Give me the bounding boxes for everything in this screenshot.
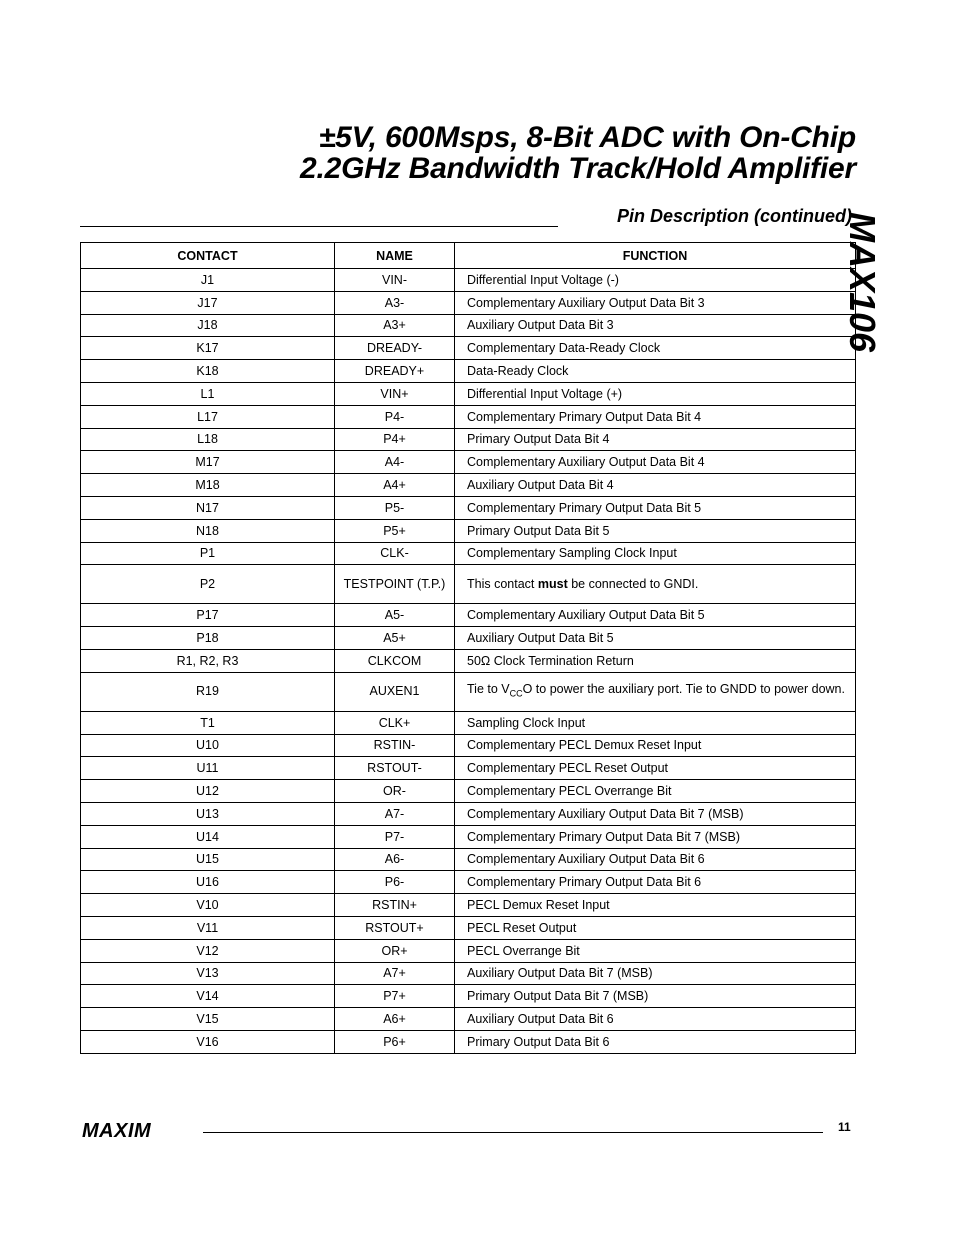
name-cell: P6+: [335, 1030, 455, 1053]
contact-cell: K17: [81, 337, 335, 360]
table-row: [81, 337, 856, 360]
contact-cell: M18: [81, 474, 335, 497]
contact-cell: U13: [81, 802, 335, 825]
maxim-logo: [82, 1120, 192, 1145]
function-cell: Differential Input Voltage (-): [455, 269, 856, 292]
name-cell: A7+: [335, 962, 455, 985]
maxim-logo-text: MAXIM: [82, 1120, 152, 1140]
contact-cell: J18: [81, 314, 335, 337]
contact-cell: N18: [81, 519, 335, 542]
maxim-logo-icon: [82, 1120, 192, 1140]
name-cell: OR-: [335, 780, 455, 803]
table-row: [81, 757, 856, 780]
function-cell: Complementary Primary Output Data Bit 4: [455, 405, 856, 428]
contact-cell: L18: [81, 428, 335, 451]
table-row: [81, 825, 856, 848]
contact-cell: U16: [81, 871, 335, 894]
function-cell: PECL Reset Output: [455, 916, 856, 939]
column-header-name: NAME: [335, 243, 455, 269]
name-cell: P4+: [335, 428, 455, 451]
contact-cell: K18: [81, 360, 335, 383]
table-row: [81, 802, 856, 825]
page-number: 11: [838, 1120, 851, 1134]
title-line-1: ±5V, 600Msps, 8-Bit ADC with On-Chip: [318, 121, 856, 154]
column-header-function: FUNCTION: [455, 243, 856, 269]
contact-cell: V13: [81, 962, 335, 985]
name-cell: A4+: [335, 474, 455, 497]
table-row: [81, 269, 856, 292]
table-row: [81, 382, 856, 405]
title-line-2: 2.2GHz Bandwidth Track/Hold Amplifier: [299, 152, 856, 185]
table-row: [81, 604, 856, 627]
function-cell: Complementary Data-Ready Clock: [455, 337, 856, 360]
section-rule: [80, 226, 558, 227]
function-cell: Complementary Sampling Clock Input: [455, 542, 856, 565]
table-row: [81, 916, 856, 939]
name-cell: TESTPOINT (T.P.): [335, 565, 455, 604]
contact-cell: L17: [81, 405, 335, 428]
table-row: [81, 894, 856, 917]
name-cell: VIN-: [335, 269, 455, 292]
function-cell: Tie to $V_{CC}O$ to power the auxiliary port. Tie to GNDD to power down.: [455, 672, 856, 711]
function-cell: Complementary PECL Demux Reset Input: [455, 734, 856, 757]
function-cell: Complementary Primary Output Data Bit 6: [455, 871, 856, 894]
name-cell: CLK+: [335, 711, 455, 734]
column-header-contact: CONTACT: [81, 243, 335, 269]
function-cell: Auxiliary Output Data Bit 5: [455, 627, 856, 650]
table-row: [81, 405, 856, 428]
name-cell: RSTIN-: [335, 734, 455, 757]
table-row: [81, 451, 856, 474]
name-cell: A6+: [335, 1008, 455, 1031]
name-cell: A4-: [335, 451, 455, 474]
function-cell: Complementary PECL Overrange Bit: [455, 780, 856, 803]
contact-cell: P2: [81, 565, 335, 604]
contact-cell: V15: [81, 1008, 335, 1031]
function-cell: Auxiliary Output Data Bit 4: [455, 474, 856, 497]
table-row: [81, 939, 856, 962]
contact-cell: U10: [81, 734, 335, 757]
table-row: [81, 985, 856, 1008]
contact-cell: J17: [81, 291, 335, 314]
table-row: [81, 474, 856, 497]
contact-cell: V14: [81, 985, 335, 1008]
name-cell: DREADY+: [335, 360, 455, 383]
name-cell: P5+: [335, 519, 455, 542]
contact-cell: P1: [81, 542, 335, 565]
pin-description-table: [80, 242, 856, 1054]
function-cell: This contact must be connected to GNDI.: [455, 565, 856, 604]
name-cell: CLKCOM: [335, 649, 455, 672]
contact-cell: U14: [81, 825, 335, 848]
part-number-side-label: MAX106: [842, 212, 883, 353]
name-cell: A3-: [335, 291, 455, 314]
function-cell: PECL Demux Reset Input: [455, 894, 856, 917]
table-row: [81, 871, 856, 894]
function-cell: PECL Overrange Bit: [455, 939, 856, 962]
table-row: [81, 565, 856, 604]
function-cell: Auxiliary Output Data Bit 7 (MSB): [455, 962, 856, 985]
table-body: [81, 269, 856, 1054]
name-cell: P5-: [335, 496, 455, 519]
contact-cell: P17: [81, 604, 335, 627]
contact-cell: U15: [81, 848, 335, 871]
name-cell: RSTOUT-: [335, 757, 455, 780]
table-row: [81, 519, 856, 542]
table-row: [81, 962, 856, 985]
contact-cell: V10: [81, 894, 335, 917]
function-cell: Complementary Auxiliary Output Data Bit 5: [455, 604, 856, 627]
table-row: [81, 314, 856, 337]
function-cell: Primary Output Data Bit 7 (MSB): [455, 985, 856, 1008]
contact-cell: R1, R2, R3: [81, 649, 335, 672]
table-row: [81, 1030, 856, 1053]
name-cell: P7-: [335, 825, 455, 848]
contact-cell: N17: [81, 496, 335, 519]
name-cell: P7+: [335, 985, 455, 1008]
contact-cell: T1: [81, 711, 335, 734]
function-cell: Complementary Primary Output Data Bit 7 (MSB): [455, 825, 856, 848]
function-cell: Primary Output Data Bit 4: [455, 428, 856, 451]
contact-cell: M17: [81, 451, 335, 474]
table-row: [81, 360, 856, 383]
name-cell: P6-: [335, 871, 455, 894]
table-row: [81, 428, 856, 451]
section-heading: Pin Description (continued): [616, 206, 852, 226]
contact-cell: U11: [81, 757, 335, 780]
name-cell: A3+: [335, 314, 455, 337]
name-cell: OR+: [335, 939, 455, 962]
document-title: [300, 122, 856, 184]
contact-cell: V11: [81, 916, 335, 939]
function-cell: Complementary Auxiliary Output Data Bit 6: [455, 848, 856, 871]
function-cell: Auxiliary Output Data Bit 6: [455, 1008, 856, 1031]
contact-cell: P18: [81, 627, 335, 650]
function-cell: Sampling Clock Input: [455, 711, 856, 734]
contact-cell: V16: [81, 1030, 335, 1053]
function-cell: 50Ω Clock Termination Return: [455, 649, 856, 672]
table-row: [81, 1008, 856, 1031]
table-row: [81, 848, 856, 871]
name-cell: A5-: [335, 604, 455, 627]
name-cell: AUXEN1: [335, 672, 455, 711]
contact-cell: V12: [81, 939, 335, 962]
table-row: [81, 291, 856, 314]
function-cell: Data-Ready Clock: [455, 360, 856, 383]
table-header-row: [81, 243, 856, 269]
contact-cell: R19: [81, 672, 335, 711]
function-cell: Complementary Auxiliary Output Data Bit 3: [455, 291, 856, 314]
table-row: [81, 672, 856, 711]
name-cell: A6-: [335, 848, 455, 871]
function-cell: Complementary Primary Output Data Bit 5: [455, 496, 856, 519]
function-cell: Complementary PECL Reset Output: [455, 757, 856, 780]
function-cell: Primary Output Data Bit 5: [455, 519, 856, 542]
name-cell: VIN+: [335, 382, 455, 405]
name-cell: RSTIN+: [335, 894, 455, 917]
table-row: [81, 542, 856, 565]
table-row: [81, 780, 856, 803]
name-cell: A7-: [335, 802, 455, 825]
function-cell: Primary Output Data Bit 6: [455, 1030, 856, 1053]
table-row: [81, 711, 856, 734]
function-cell: Complementary Auxiliary Output Data Bit 7 (MSB): [455, 802, 856, 825]
name-cell: P4-: [335, 405, 455, 428]
table-row: [81, 496, 856, 519]
table-row: [81, 734, 856, 757]
footer-rule: [203, 1132, 823, 1133]
contact-cell: U12: [81, 780, 335, 803]
contact-cell: L1: [81, 382, 335, 405]
name-cell: CLK-: [335, 542, 455, 565]
contact-cell: J1: [81, 269, 335, 292]
table-row: [81, 649, 856, 672]
name-cell: DREADY-: [335, 337, 455, 360]
name-cell: RSTOUT+: [335, 916, 455, 939]
function-cell: Auxiliary Output Data Bit 3: [455, 314, 856, 337]
function-cell: Differential Input Voltage (+): [455, 382, 856, 405]
name-cell: A5+: [335, 627, 455, 650]
function-cell: Complementary Auxiliary Output Data Bit 4: [455, 451, 856, 474]
table-row: [81, 627, 856, 650]
